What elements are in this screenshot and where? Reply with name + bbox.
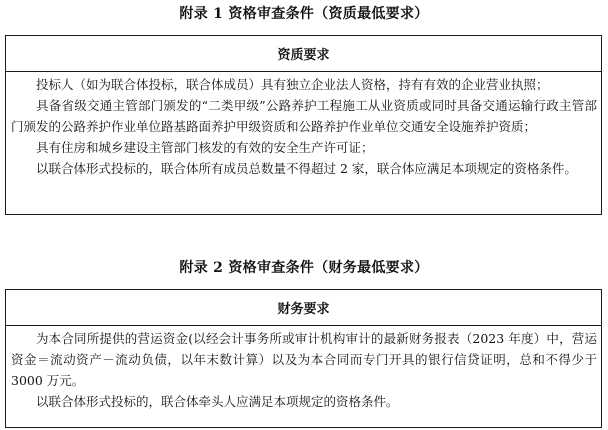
- financial-requirements-body: [6, 326, 601, 412]
- financial-requirements-header: 财务要求: [6, 290, 601, 326]
- qualification-requirements-body: [6, 72, 601, 179]
- qualification-item-road-maintenance: 具备省级交通主管部门颁发的“二类甲级”公路养护工程施工从业资质或同时具备交通运输行政主管部门颁发的公路养护作业单位路基路面养护甲级资质和公路养护作业单位交通安全设施养护资质；: [11, 98, 597, 134]
- qualification-item-consortium: 以联合体形式投标的，联合体所有成员总数量不得超过 2 家，联合体应满足本项规定的资格条件。: [36, 161, 577, 176]
- appendix-2-title: 附录 2 资格审查条件（财务最低要求）: [179, 260, 429, 276]
- appendix-1-title: 附录 1 资格审查条件（资质最低要求）: [179, 6, 429, 22]
- qualification-item-legal-entity: 投标人（如为联合体投标，联合体成员）具有独立企业法人资格，持有有效的企业营业执照；: [36, 77, 549, 92]
- qualification-requirements-header: 资质要求: [6, 36, 601, 72]
- financial-item-working-capital: 为本合同所提供的营运资金(以经会计事务所或审计机构审计的最新财务报表（2023 年度）中，营运资金＝流动资产－流动负债，以年末数计算）以及为本合同而专门开具的银行信贷证明，总和不得少于 3000 万元。: [11, 331, 597, 388]
- financial-requirements-table: [5, 289, 602, 428]
- qualification-item-safety-license: 具有住房和城乡建设主管部门核发的有效的安全生产许可证；: [36, 140, 374, 155]
- financial-item-consortium-lead: 以联合体形式投标的，联合体牵头人应满足本项规定的资格条件。: [36, 394, 399, 409]
- qualification-requirements-table: [5, 35, 602, 215]
